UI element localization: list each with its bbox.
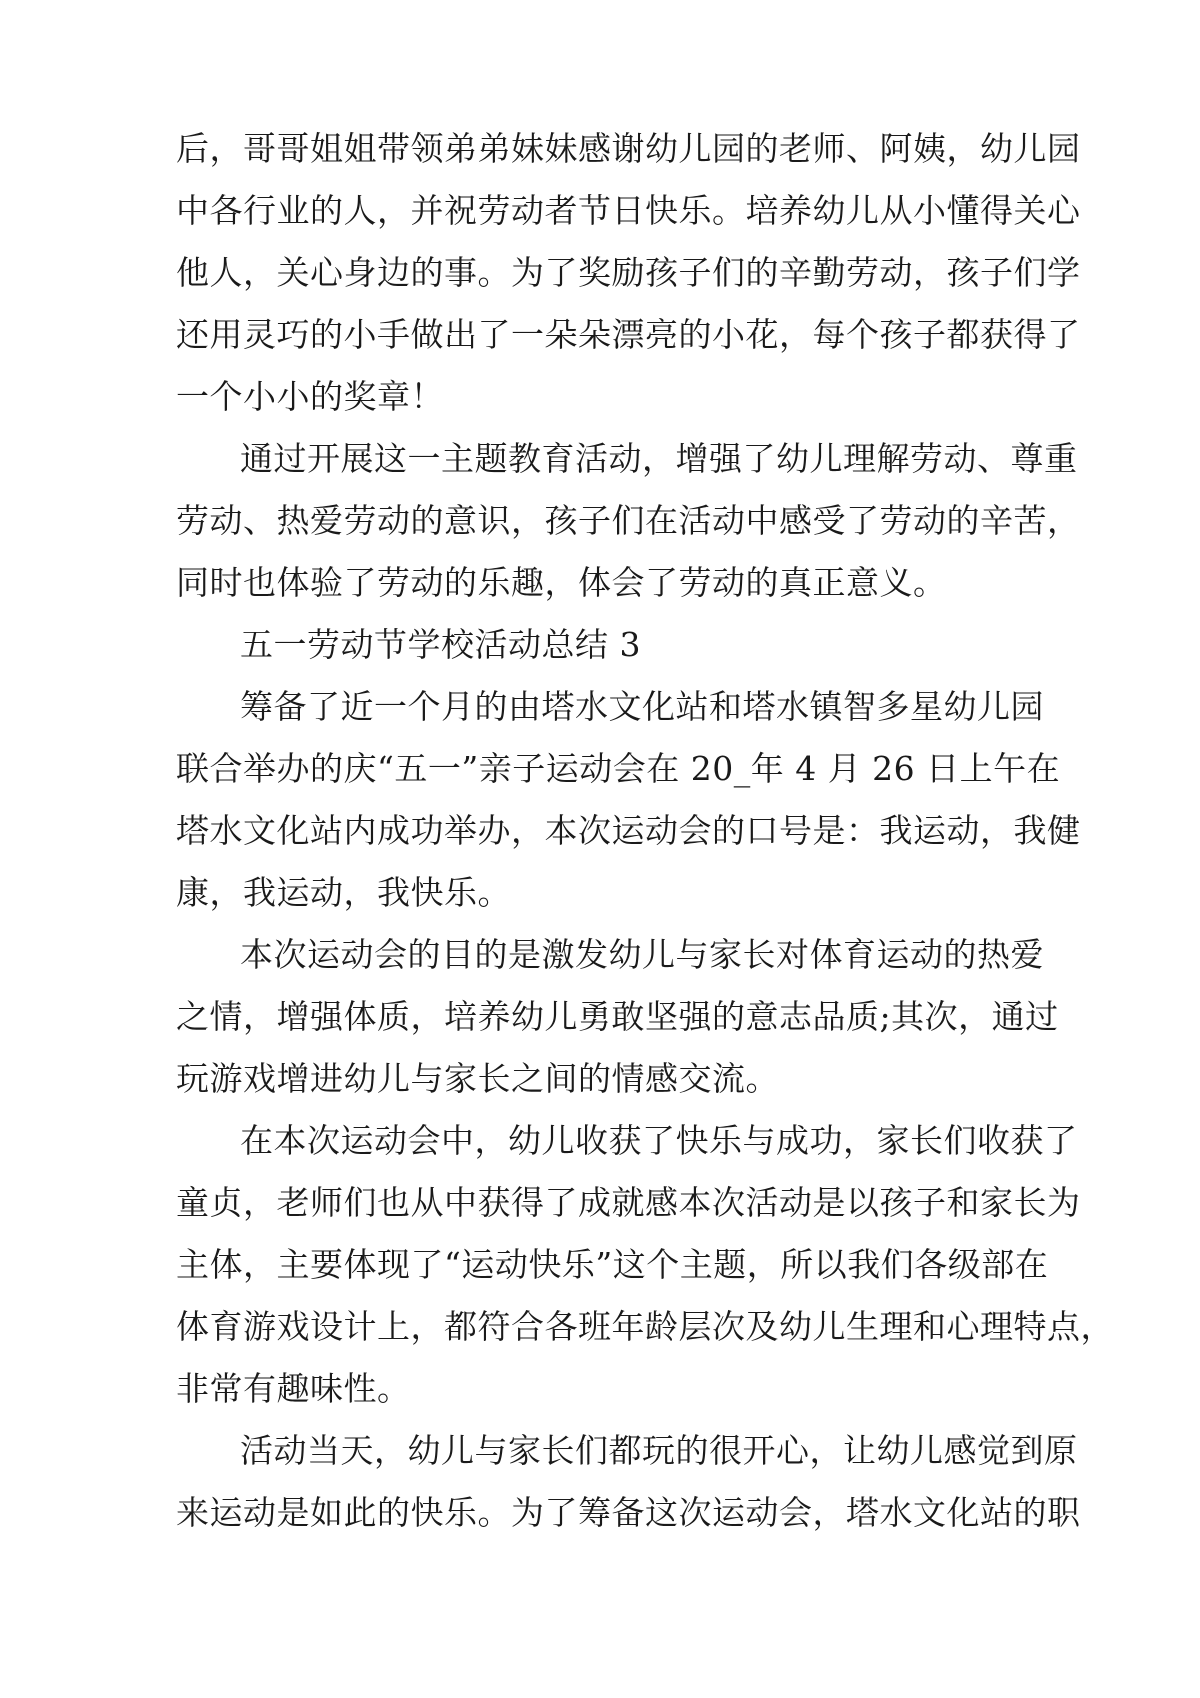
text-line: 童贞，老师们也从中获得了成就感本次活动是以孩子和家长为 bbox=[176, 1183, 1081, 1222]
text-line: 体育游戏设计上，都符合各班年龄层次及幼儿生理和心理特点， bbox=[176, 1307, 1114, 1346]
section-heading: 五一劳动节学校活动总结 3 bbox=[240, 625, 641, 664]
text-line: 联合举办的庆“五一”亲子运动会在 20_年 4 月 26 日上午在 bbox=[176, 749, 1061, 788]
text-line: 还用灵巧的小手做出了一朵朵漂亮的小花，每个孩子都获得了 bbox=[176, 315, 1081, 354]
paragraph-first-line: 通过开展这一主题教育活动，增强了幼儿理解劳动、尊重 bbox=[240, 439, 1078, 478]
paragraph-first-line: 本次运动会的目的是激发幼儿与家长对体育运动的热爱 bbox=[240, 935, 1044, 974]
document-body bbox=[176, 118, 1114, 1544]
text-line: 劳动、热爱劳动的意识，孩子们在活动中感受了劳动的辛苦， bbox=[176, 501, 1081, 540]
paragraph-first-line: 在本次运动会中，幼儿收获了快乐与成功，家长们收获了 bbox=[240, 1121, 1078, 1160]
text-line: 康，我运动，我快乐。 bbox=[176, 873, 511, 912]
text-line: 塔水文化站内成功举办，本次运动会的口号是：我运动，我健 bbox=[176, 811, 1081, 850]
text-line: 来运动是如此的快乐。为了筹备这次运动会，塔水文化站的职 bbox=[176, 1493, 1081, 1532]
text-line: 主体，主要体现了“运动快乐”这个主题，所以我们各级部在 bbox=[176, 1245, 1049, 1284]
text-line: 中各行业的人，并祝劳动者节日快乐。培养幼儿从小懂得关心 bbox=[176, 191, 1081, 230]
text-line: 同时也体验了劳动的乐趣，体会了劳动的真正意义。 bbox=[176, 563, 947, 602]
text-line: 后，哥哥姐姐带领弟弟妹妹感谢幼儿园的老师、阿姨，幼儿园 bbox=[176, 129, 1081, 168]
text-line: 玩游戏增进幼儿与家长之间的情感交流。 bbox=[176, 1059, 779, 1098]
text-line: 一个小小的奖章！ bbox=[176, 377, 444, 416]
paragraph-first-line: 活动当天，幼儿与家长们都玩的很开心，让幼儿感觉到原 bbox=[240, 1431, 1078, 1470]
text-line: 之情，增强体质，培养幼儿勇敢坚强的意志品质;其次，通过 bbox=[176, 997, 1059, 1036]
paragraph-first-line: 筹备了近一个月的由塔水文化站和塔水镇智多星幼儿园 bbox=[240, 687, 1044, 726]
text-line: 非常有趣味性。 bbox=[176, 1369, 411, 1408]
text-line: 他人，关心身边的事。为了奖励孩子们的辛勤劳动，孩子们学 bbox=[176, 253, 1081, 292]
